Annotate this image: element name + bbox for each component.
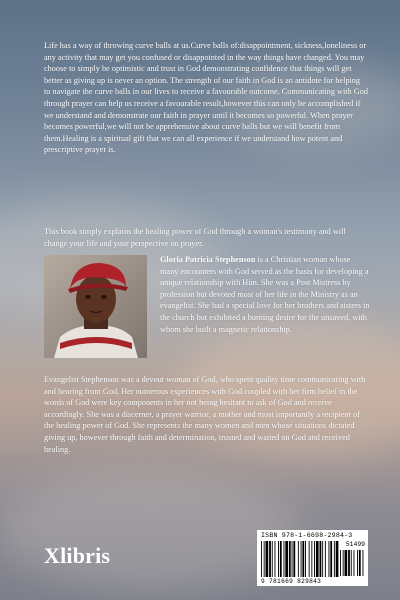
price-code: 51499 [345,541,365,548]
isbn-number: ISBN 978-1-6698-2984-3 [261,532,353,539]
author-name: Gloria Patricia Stephenson [160,255,256,264]
evangelist-paragraph: Evangelist Stephenson was a devout woman of God, who spent quality time communicating with and hearing from God. Her numerous experiences with God coupled with her firm belief in the words of God were key components in her not being hesitant to ask of God and receive accordingly. She was a discerner, a prayer warrior, a mother and most importantly a recipient of the healing power of God. She represents the many women and men whose situations dictated giving up, however through faith and determination, trusted and waited on God and received healing. [44,375,366,454]
publisher-logo: Xlibris [44,543,111,568]
intro-paragraph: Life has a way of throwing curve balls at us.Curve balls of:disappointment, sickness,loneliness or any activity that may get you confused or disappointed in the way things have changed. You may choose to simply be optimistic and trust in God demonstrating confidence that things will get better as giving up is never an option. The strength of our faith in God is an antidote for helping to navigate the curve balls in our lives to receive a favourable outcome. Communicating with God through prayer can help us receive a favourable result,however this can only be accomplished if we understand and demonstrate our faith in prayer until it becomes so powerful. When prayer becomes powerful,we will not be apprehensive about curve balls but we will benefit from them.Healing is a spiritual gift that we can all experience if we understand how potent and prescriptive prayer is. [44,41,368,155]
author-bio [160,254,370,335]
background-cloud [0,470,300,590]
summary-paragraph: This book simply explains the healing power of God through a woman's testimony and will change your life and your perspective on prayer. [44,227,346,248]
author-portrait-image [44,255,147,358]
isbn-barcode [257,530,368,586]
author-bio-text: is a Christian woman whose many encounters with God served as the basis for developing a unique relationship with Him. She was a Post Mistress by profession but devoted most of her life in the Ministry as an evangelist. She had a special love for her brothers and sisters in the church but exhibited a burning desire for the unsaved, with whom she built a magnetic relationship. [160,255,370,334]
barcode-digits: 9 781669 829843 [261,578,322,585]
barcode-bars [261,541,341,577]
price-barcode-bars [340,550,364,576]
author-photo [44,255,147,358]
